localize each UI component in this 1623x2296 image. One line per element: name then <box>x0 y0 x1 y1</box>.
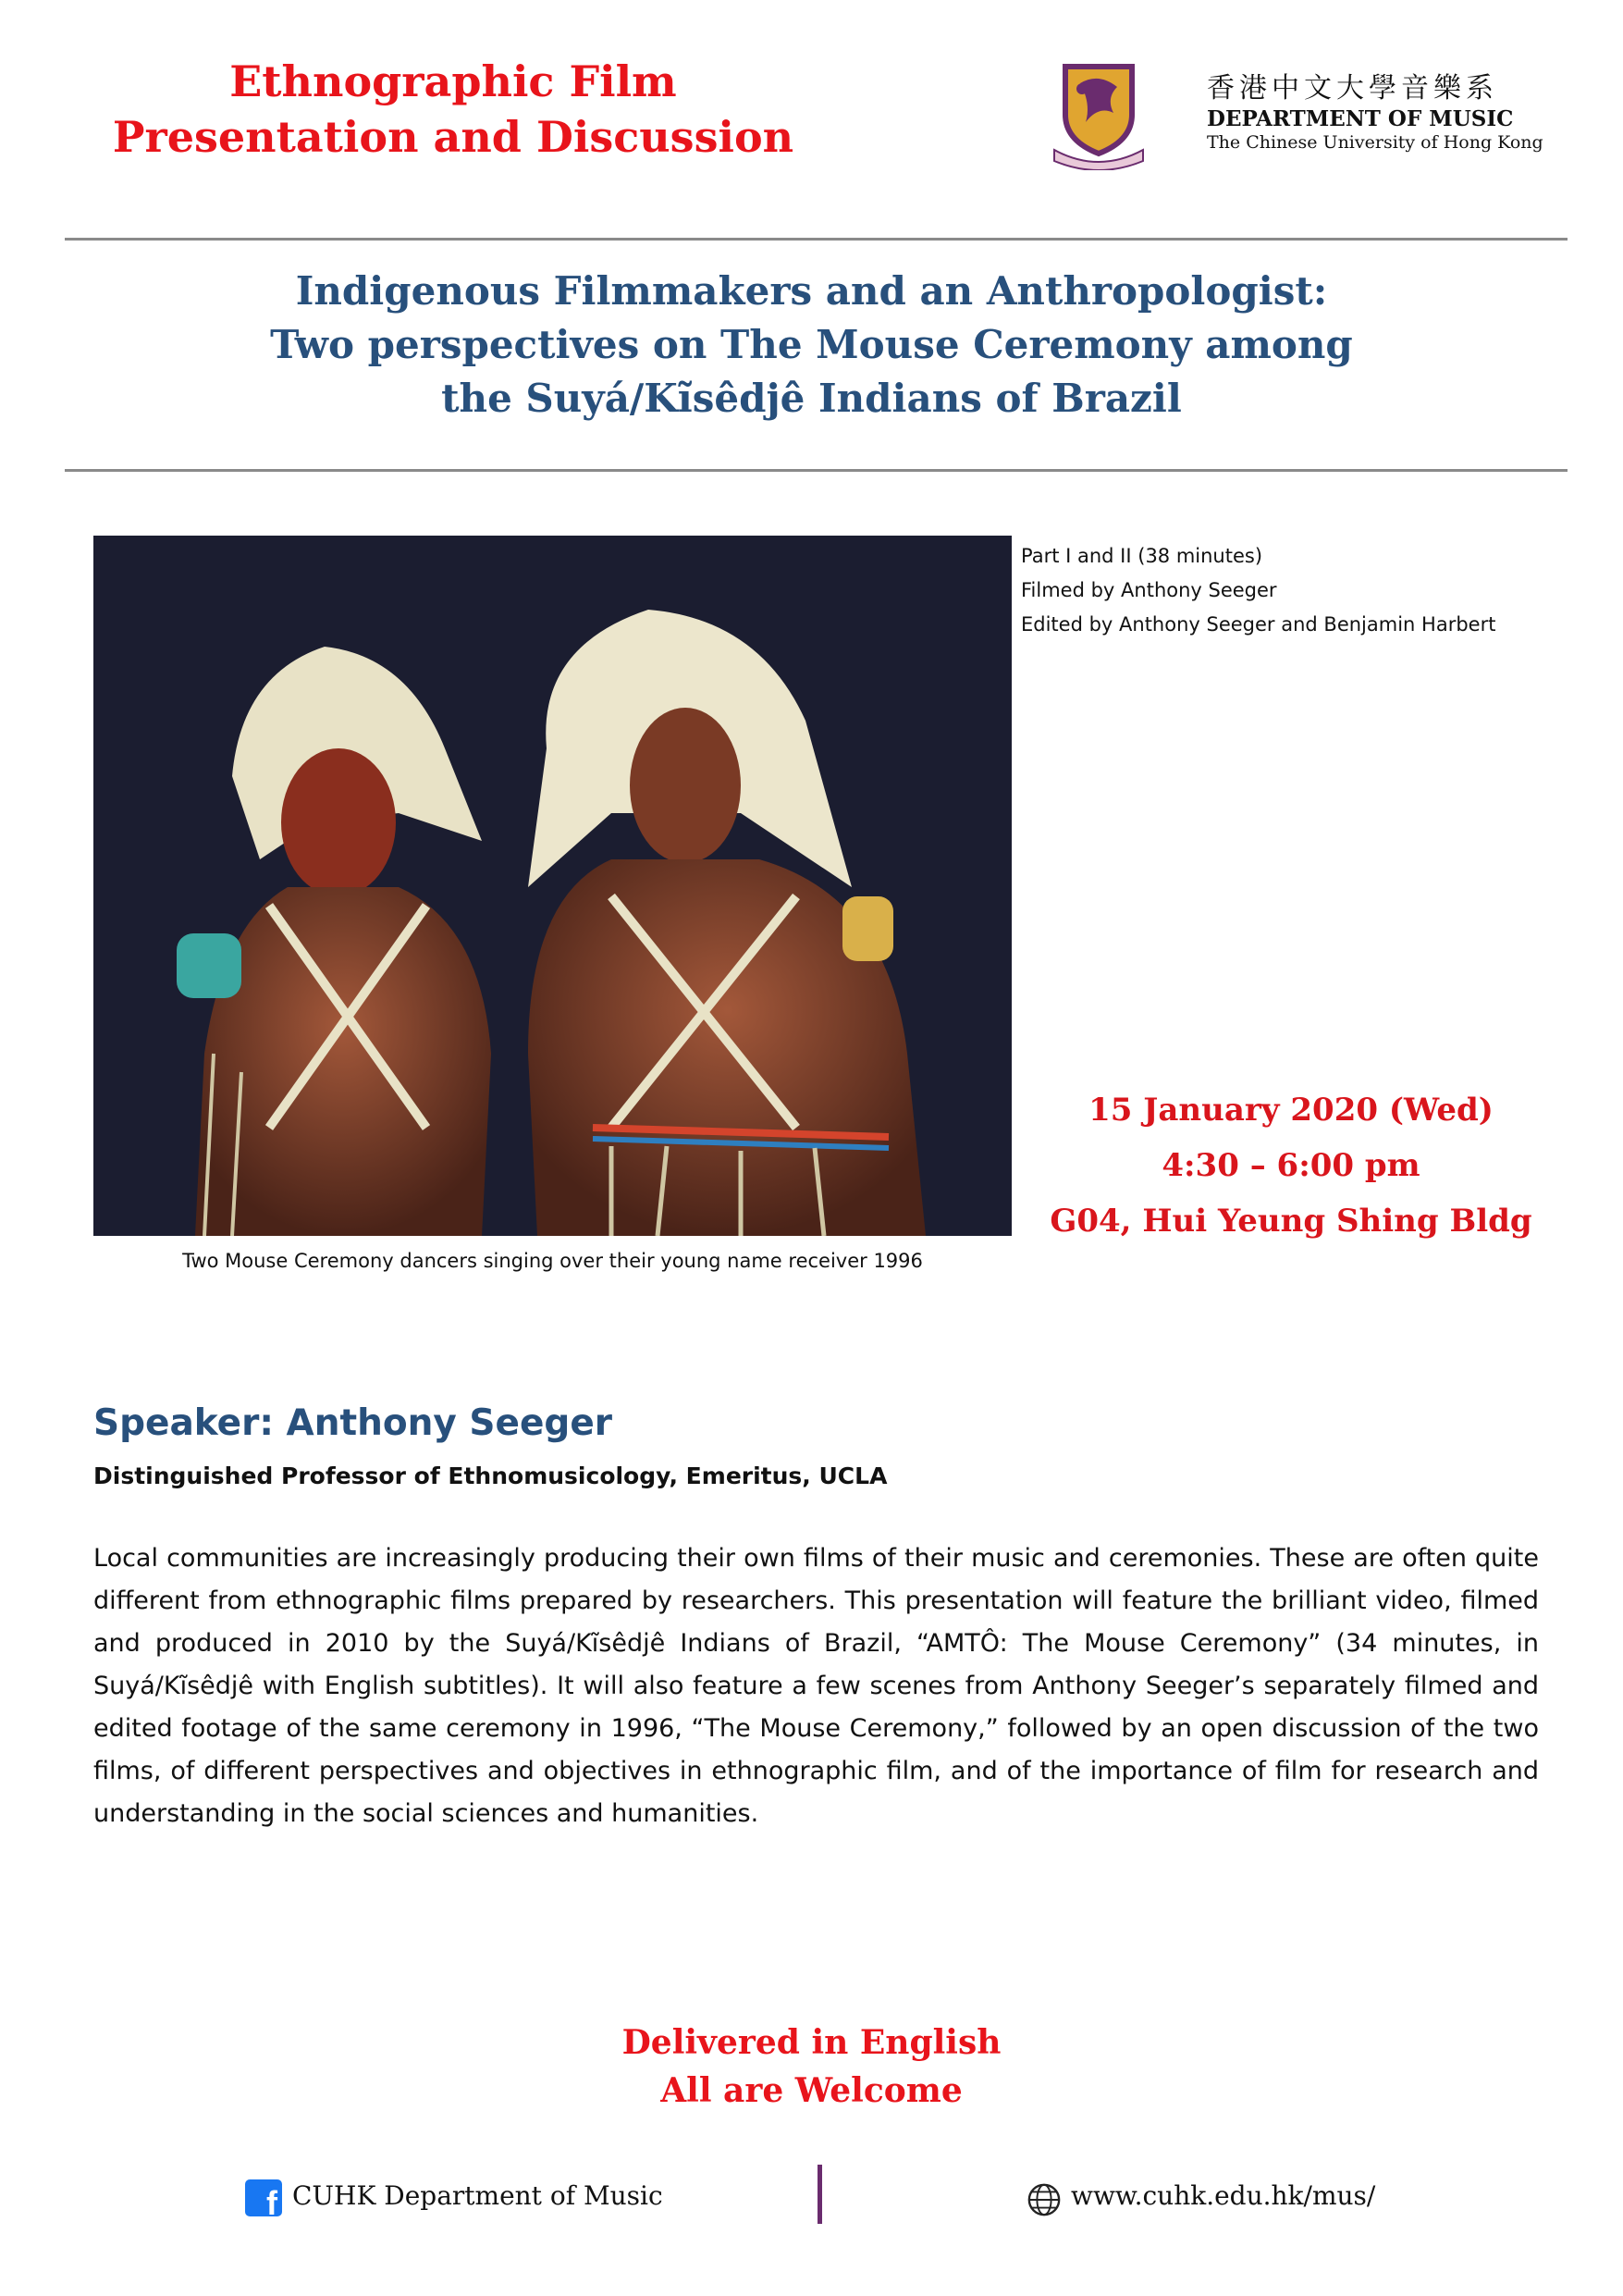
department-name: DEPARTMENT OF MUSIC <box>1207 106 1514 131</box>
event-venue: G04, Hui Yeung Shing Bldg <box>1050 1203 1532 1240</box>
globe-icon <box>1027 2182 1062 2217</box>
event-title-line-3: the Suyá/Kĩsêdjê Indians of Brazil <box>441 376 1182 421</box>
event-title <box>92 265 1531 426</box>
poster-heading <box>92 54 814 165</box>
closing-note <box>92 2018 1531 2115</box>
cuhk-crest-icon <box>1052 61 1145 170</box>
welcome-note: All are Welcome <box>660 2071 963 2110</box>
website-link[interactable]: www.cuhk.edu.hk/mus/ <box>1071 2180 1376 2211</box>
footer-divider <box>818 2165 822 2224</box>
film-credits <box>1021 539 1495 642</box>
edited-by: Edited by Anthony Seeger and Benjamin Harbert <box>1021 613 1496 636</box>
ceremony-photo <box>93 536 1012 1236</box>
speaker-heading: Speaker: Anthony Seeger <box>93 1402 613 1444</box>
department-name-chinese: 香港中文大學音樂系 <box>1207 72 1498 105</box>
speaker-affiliation: Distinguished Professor of Ethnomusicology, Emeritus, UCLA <box>93 1463 888 1489</box>
event-title-line-1: Indigenous Filmmakers and an Anthropologist: <box>295 268 1328 314</box>
film-parts: Part I and II (38 minutes) <box>1021 545 1263 567</box>
event-details <box>1021 1082 1561 1249</box>
poster-heading-line-2: Presentation and Discussion <box>112 112 794 162</box>
event-abstract: Local communities are increasingly producing their own films of their music and ceremonies. These are often quite different from ethnographic films prepared by researchers. This presentation will feature the brilliant video, filmed and produced in 2010 by the Suyá/Kĩsêdjê Indians of Brazil, “AMTÔ: The Mouse Ceremony” (34 minutes, in Suyá/Kĩsêdjê with English subtitles). It will also feature a few scenes from Anthony Seeger’s separately filmed and edited footage of the same ceremony in 1996, “The Mouse Ceremony,” followed by an open discussion of the two films, of different perspectives and objectives in ethnographic film, and of the importance of film for research and understanding in the social sciences and humanities. <box>93 1544 1539 1828</box>
filmed-by: Filmed by Anthony Seeger <box>1021 579 1277 601</box>
event-time: 4:30 – 6:00 pm <box>1162 1147 1420 1184</box>
event-date: 15 January 2020 (Wed) <box>1088 1092 1494 1129</box>
language-note: Delivered in English <box>621 2023 1002 2062</box>
university-name: The Chinese University of Hong Kong <box>1207 132 1543 153</box>
event-title-line-2: Two perspectives on The Mouse Ceremony among <box>270 322 1353 367</box>
photo-caption: Two Mouse Ceremony dancers singing over their young name receiver 1996 <box>182 1250 923 1272</box>
facebook-icon: f <box>245 2179 282 2216</box>
poster-heading-line-1: Ethnographic Film <box>229 56 677 106</box>
title-divider <box>65 469 1568 472</box>
facebook-page-link[interactable]: CUHK Department of Music <box>292 2180 663 2211</box>
top-divider <box>65 238 1568 241</box>
